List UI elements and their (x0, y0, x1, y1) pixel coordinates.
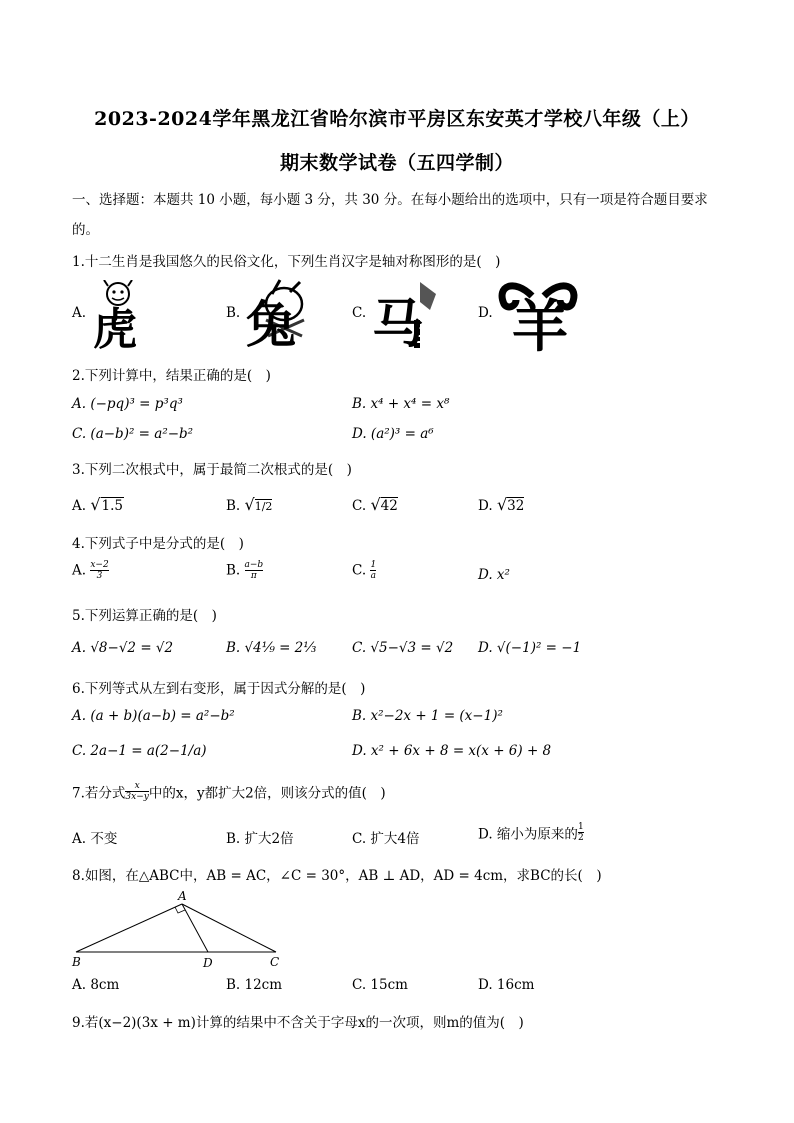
q3-option-d (478, 495, 524, 514)
q3-option-d-radical-sign: √ (496, 495, 508, 514)
q8-option-c: C. 15cm (352, 977, 408, 993)
q4-option-c-numerator: 1 (370, 560, 377, 570)
q8-stem: 8.如图，在△ABC中，AB = AC，∠C = 30°，AB ⊥ AD，AD = 4cm，求BC的长( ) (72, 868, 602, 884)
q1-option-d-label: D. (478, 305, 493, 321)
q8-right-angle-mark (175, 907, 185, 913)
q2-option-b: B. x⁴ + x⁴ = x⁸ (352, 396, 450, 412)
q8-label-c: C (270, 955, 280, 968)
q3-option-a-radicand: 1.5 (101, 498, 124, 514)
q3-option-d-radicand: 32 (507, 498, 525, 514)
q7-fraction-numerator: x (125, 781, 148, 792)
q6-option-b: B. x²−2x + 1 = (x−1)² (352, 708, 503, 724)
title-line-2: 期末数学试卷（五四学制） (279, 152, 514, 174)
q4-option-a-numerator: x−2 (90, 560, 109, 570)
q5-option-a: A. √8−√2 = √2 (72, 640, 174, 656)
q8-option-a: A. 8cm (72, 977, 120, 993)
q6-stem: 6.下列等式从左到右变形，属于因式分解的是( ) (72, 681, 366, 697)
q3-option-b (226, 495, 272, 514)
q4-stem: 4.下列式子中是分式的是( ) (72, 536, 244, 552)
q3-stem: 3.下列二次根式中，属于最简二次根式的是( ) (72, 462, 352, 478)
section-heading-line-2: 的。 (72, 222, 99, 238)
q4-option-d: D. x² (478, 567, 510, 583)
q2-option-d: D. (a²)³ = a⁶ (352, 426, 434, 442)
q3-option-c-radical-sign: √ (370, 495, 381, 514)
q6-option-a: A. (a + b)(a−b) = a²−b² (72, 708, 235, 724)
q8-label-d: D (203, 956, 213, 968)
q7-stem-pre: 7.若分式 (72, 785, 126, 802)
q4-option-b-numerator: a−b (244, 560, 264, 570)
q7-option-d (478, 822, 584, 843)
q8-triangle-figure (68, 890, 288, 968)
q8-segment-ab (76, 904, 182, 952)
q4-option-a (72, 560, 109, 581)
q4-option-c-label: C. (352, 562, 367, 579)
q3-option-b-radicand: 1/2 (254, 500, 273, 513)
q5-option-b: B. √4⅑ = 2⅓ (226, 640, 317, 656)
q2-option-c: C. (a−b)² = a²−b² (72, 426, 194, 442)
q7-option-a: A. 不变 (72, 831, 118, 847)
q3-option-c-label: C. (352, 498, 367, 514)
q1-option-c-label: C. (352, 305, 367, 321)
q3-option-b-radical-sign: √ (244, 495, 255, 514)
q8-option-b: B. 12cm (226, 977, 283, 993)
q5-option-d: D. √(−1)² = −1 (478, 640, 582, 656)
q7-option-d-numerator: 1 (577, 822, 584, 832)
q6-option-d: D. x² + 6x + 8 = x(x + 6) + 8 (352, 743, 552, 759)
q3-option-b-label: B. (226, 498, 241, 514)
q1-option-a-tiger-char-image (90, 280, 148, 350)
q8-segment-ac (182, 904, 276, 952)
q9-stem: 9.若(x−2)(3x + m)计算的结果中不含关于字母x的一次项，则m的值为( ) (72, 1015, 524, 1031)
q8-option-d: D. 16cm (478, 977, 535, 993)
q4-option-c-denominator: a (370, 571, 376, 581)
q3-option-c (352, 495, 398, 514)
q4-option-a-label: A. (72, 562, 87, 579)
q7-option-d-denominator: 2 (577, 833, 584, 843)
q3-option-c-radicand: 42 (380, 498, 398, 514)
q4-option-b-label: B. (226, 562, 241, 579)
q7-option-b: B. 扩大2倍 (226, 831, 294, 847)
section-heading-line-1: 一、选择题：本题共 10 小题，每小题 3 分，共 30 分。在每小题给出的选项中，只有一项是符合题目要求 (72, 192, 708, 208)
q5-option-c: C. √5−√3 = √2 (352, 640, 454, 656)
q1-option-b-label: B. (226, 305, 241, 321)
q7-stem-post: 中的x，y都扩大2倍，则该分式的值( ) (148, 785, 386, 802)
q6-option-c: C. 2a−1 = a(2−1/a) (72, 743, 207, 759)
q7-fraction-denominator: 3x−y (125, 792, 149, 802)
q2-stem: 2.下列计算中，结果正确的是( ) (72, 368, 271, 384)
q7-option-d-text: D. 缩小为原来的 (478, 826, 578, 843)
q7-stem (72, 781, 386, 802)
q3-option-a-label: A. (72, 498, 87, 514)
q1-option-b-rabbit-char-image (244, 276, 314, 350)
q1-option-c-horse-char-image (370, 280, 440, 352)
q1-option-b-char: 兔 (246, 295, 296, 350)
q7-option-c: C. 扩大4倍 (352, 831, 420, 847)
q8-label-b: B (72, 955, 81, 968)
q1-option-c-char: 马 (372, 294, 425, 352)
q8-label-a: A (178, 890, 187, 903)
q4-option-b-denominator: π (250, 571, 257, 581)
title-line-1: 2023-2024学年黑龙江省哈尔滨市平房区东安英才学校八年级（上） (94, 108, 700, 130)
q4-option-a-denominator: 3 (96, 571, 103, 581)
q1-option-a-char: 虎 (93, 304, 137, 350)
q3-option-a (72, 495, 124, 514)
q5-stem: 5.下列运算正确的是( ) (72, 608, 217, 624)
q1-option-d-goat-char-image (494, 276, 582, 352)
q4-option-c (352, 560, 376, 581)
q8-segment-ad (182, 904, 208, 952)
q4-option-b (226, 560, 263, 581)
q3-option-a-radical-sign: √ (90, 495, 101, 514)
q3-option-d-label: D. (478, 498, 493, 514)
q1-option-a-label: A. (72, 305, 87, 321)
q1-stem: 1.十二生肖是我国悠久的民俗文化，下列生肖汉字是轴对称图形的是( ) (72, 254, 501, 270)
q2-option-a: A. (−pq)³ = p³q³ (72, 396, 183, 412)
q1-option-d-char: 羊 (512, 294, 568, 352)
